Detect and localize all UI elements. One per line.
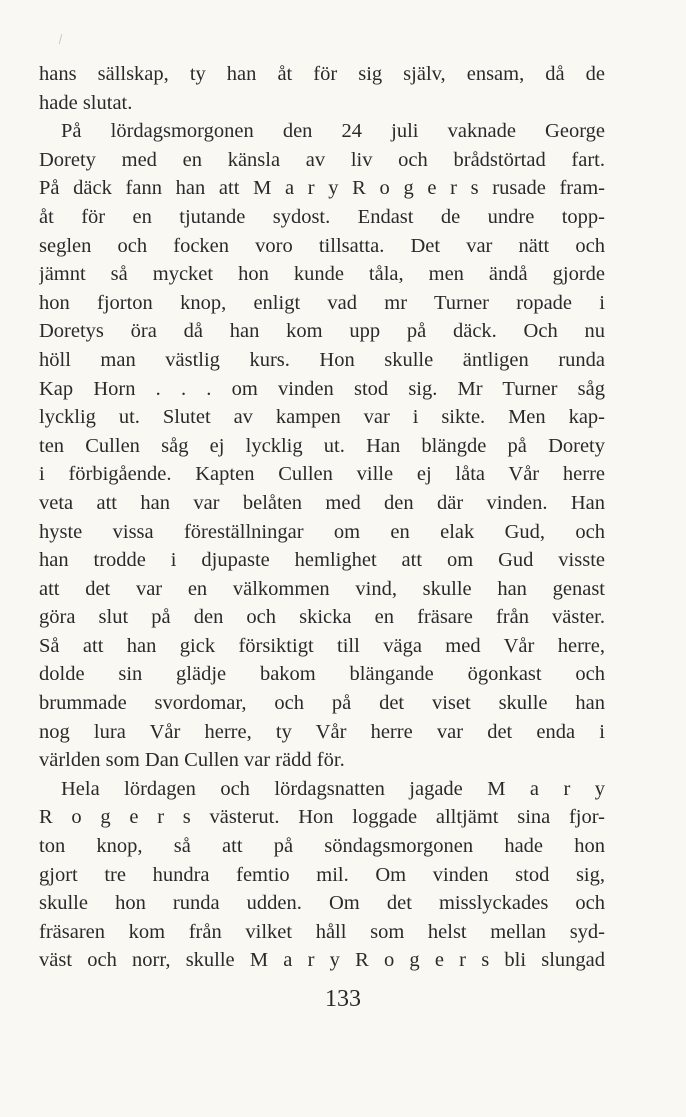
- text-line: Dorety med en känsla av liv och brådstörtad fart.: [39, 148, 605, 171]
- text-line: hyste vissa föreställningar om en elak Gud, och: [39, 520, 605, 543]
- body-text: [39, 60, 605, 975]
- text-line: Kap Horn . . . om vinden stod sig. Mr Turner såg: [39, 377, 605, 400]
- text-line: hon fjorton knop, enligt vad mr Turner ropade i: [39, 291, 605, 314]
- text-line: brummade svordomar, och på det viset skulle han: [39, 692, 605, 715]
- text-line: Hela lördagen och lördagsnatten jagade M a r y: [61, 777, 605, 800]
- text-line: han trodde i djupaste hemlighet att om Gud visste: [39, 549, 605, 572]
- page-number: 133: [325, 986, 361, 1012]
- text-line: åt för en tjutande sydost. Endast de undre topp-: [39, 205, 605, 228]
- text-line: väst och norr, skulle M a r y R o g e r s bli slungad: [39, 949, 605, 972]
- text-line: ton knop, så att på söndagsmorgonen hade hon: [39, 835, 605, 858]
- text-line: hans sällskap, ty han åt för sig själv, ensam, då de: [39, 63, 605, 85]
- text-line: världen som Dan Cullen var rädd för.: [39, 749, 345, 772]
- text-line: Så att han gick försiktigt till väga med Vår herre,: [39, 634, 605, 657]
- text-line: skulle hon runda udden. Om det misslyckades och: [39, 892, 605, 915]
- text-line: På däck fann han att M a r y R o g e r s rusade fram-: [39, 177, 605, 200]
- text-line: Doretys öra då han kom upp på däck. Och nu: [39, 320, 605, 343]
- text-line: dolde sin glädje bakom blängande ögonkast och: [39, 663, 605, 686]
- text-line: i förbigående. Kapten Cullen ville ej låta Vår herre: [39, 463, 605, 486]
- text-line: att det var en välkommen vind, skulle han genast: [39, 577, 605, 600]
- text-line: ten Cullen såg ej lycklig ut. Han blängde på Dorety: [39, 434, 605, 457]
- text-line: gjort tre hundra femtio mil. Om vinden stod sig,: [39, 863, 605, 886]
- text-line: nog lura Vår herre, ty Vår herre var det enda i: [39, 720, 605, 743]
- text-line: lycklig ut. Slutet av kampen var i sikte. Men kap-: [39, 406, 605, 429]
- text-line: seglen och focken voro tillsatta. Det var nätt och: [39, 234, 605, 257]
- paper-speck: [59, 34, 63, 44]
- text-line: höll man västlig kurs. Hon skulle äntligen runda: [39, 348, 605, 371]
- text-line: göra slut på den och skicka en fräsare från väster.: [39, 606, 605, 629]
- text-line: R o g e r s västerut. Hon loggade alltjämt sina fjor-: [39, 806, 605, 829]
- text-line: hade slutat.: [39, 91, 133, 114]
- text-line: På lördagsmorgonen den 24 juli vaknade George: [61, 120, 605, 143]
- text-line: fräsaren kom från vilket håll som helst mellan syd-: [39, 920, 605, 943]
- text-line: jämnt så mycket hon kunde tåla, men ändå gjorde: [39, 263, 605, 286]
- text-line: veta att han var belåten med den där vinden. Han: [39, 491, 605, 514]
